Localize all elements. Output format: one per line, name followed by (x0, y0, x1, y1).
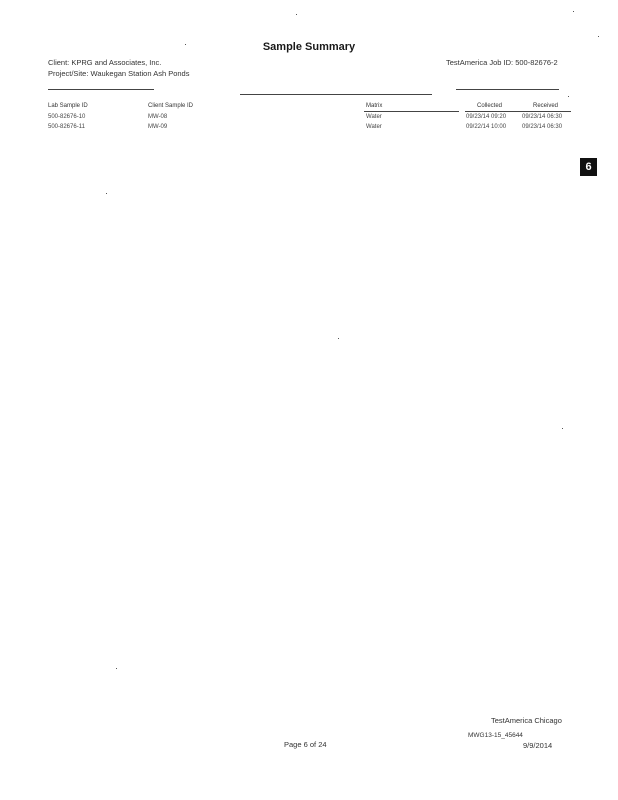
collected-cell: 09/22/14 10:00 (466, 124, 507, 130)
client-line: Client: KPRG and Associates, Inc. (48, 58, 162, 67)
project-line: Project/Site: Waukegan Station Ash Ponds (48, 69, 190, 78)
footer-stamp: MWG13-15_45644 (468, 732, 523, 739)
footer-date: 9/9/2014 (523, 741, 553, 750)
page-title: Sample Summary (262, 41, 356, 53)
matrix-cell: Water (366, 124, 382, 130)
footer-page-number: Page 6 of 24 (284, 740, 327, 749)
received-cell: 09/23/14 06:30 (522, 124, 563, 130)
table-header-rule-dates (465, 111, 571, 112)
table-header-rule-matrix (364, 111, 459, 112)
received-cell: 09/23/14 06:30 (522, 114, 563, 120)
matrix-cell: Water (366, 114, 382, 120)
scan-speck (185, 44, 186, 45)
footer-lab-name: TestAmerica Chicago (491, 716, 562, 725)
column-header-client-sample-id: Client Sample ID (148, 103, 194, 109)
scan-speck (106, 193, 107, 194)
scan-speck (598, 36, 599, 37)
lab-sample-id-cell: 500-82676-10 (48, 114, 86, 120)
client-sample-id-cell: MW-09 (148, 124, 168, 130)
header-rule-mid (240, 94, 432, 95)
section-tab-badge: 6 (580, 158, 597, 176)
column-header-received: Received (533, 103, 559, 109)
header-rule-right (456, 89, 559, 90)
scan-speck (116, 668, 117, 669)
column-header-matrix: Matrix (366, 103, 383, 109)
column-header-lab-sample-id: Lab Sample ID (48, 103, 88, 109)
scan-speck (338, 338, 339, 339)
client-sample-id-cell: MW-08 (148, 114, 168, 120)
scan-speck (296, 14, 297, 15)
scan-speck (573, 11, 574, 12)
scan-speck (568, 96, 569, 97)
job-id-line: TestAmerica Job ID: 500-82676-2 (446, 58, 558, 67)
header-rule-left (48, 89, 154, 90)
column-header-collected: Collected (477, 103, 503, 109)
scan-speck (562, 428, 563, 429)
lab-sample-id-cell: 500-82676-11 (48, 124, 85, 130)
collected-cell: 09/23/14 09:20 (466, 114, 507, 120)
